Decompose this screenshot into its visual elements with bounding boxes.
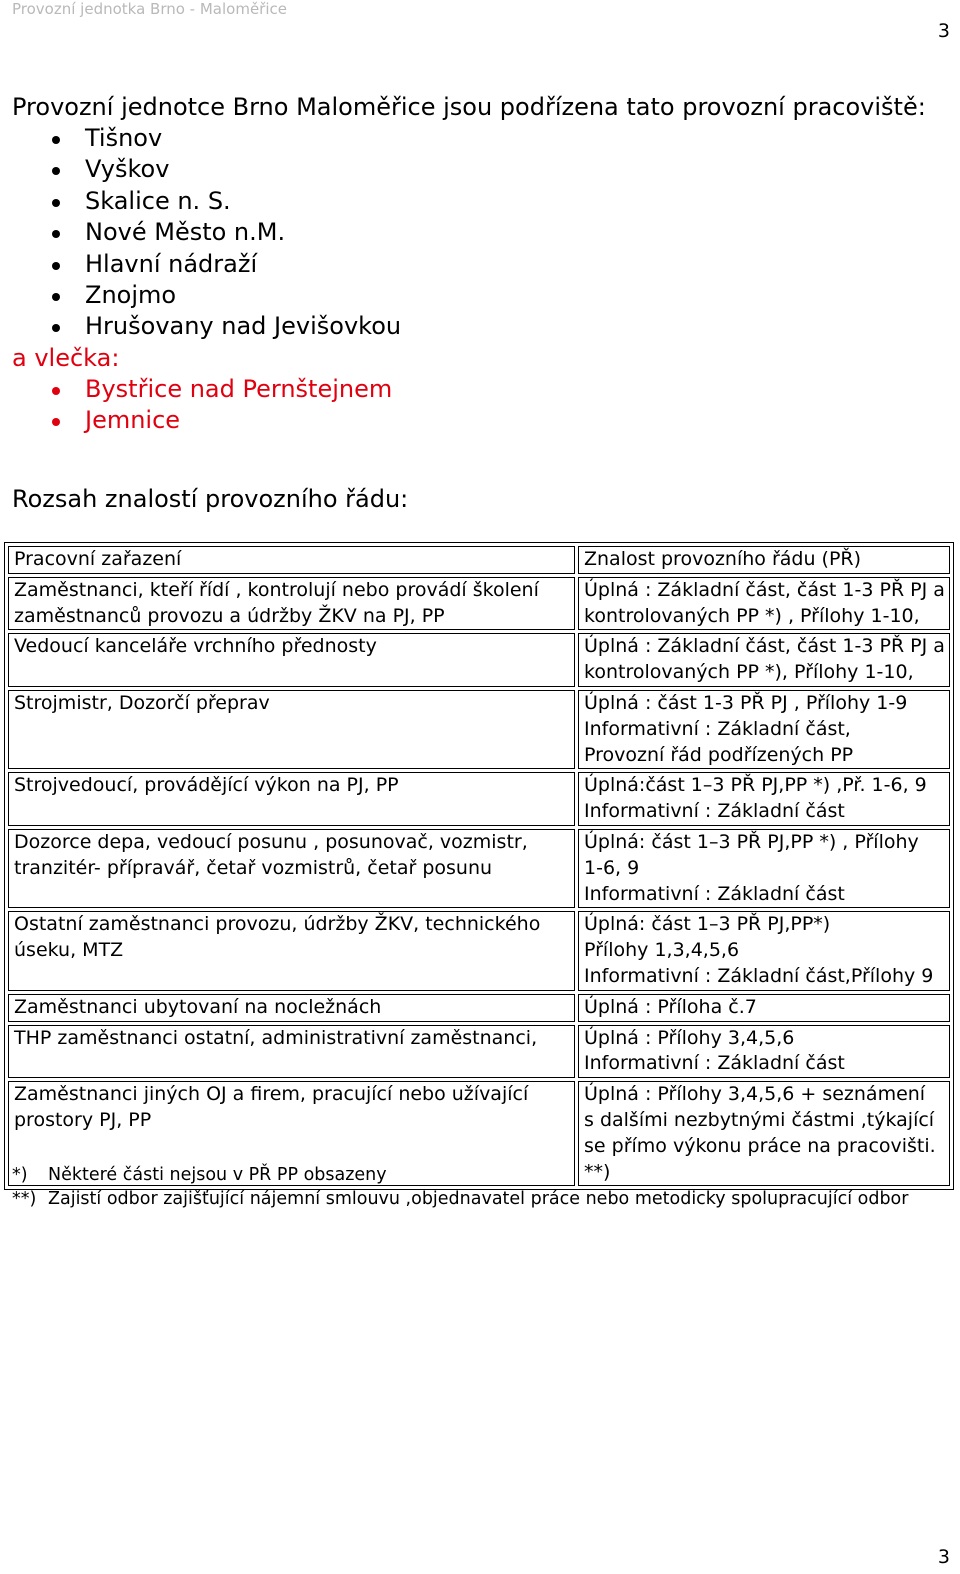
knowledge-cell — [578, 994, 950, 1022]
cell-line: Zaměstnanci ubytovaní na nocležnách — [14, 995, 382, 1018]
list-item — [12, 186, 952, 217]
knowledge-cell — [578, 1025, 950, 1079]
table-row — [8, 829, 950, 908]
cell-line: Ostatní zaměstnanci provozu, údržby ŽKV, technického — [14, 913, 541, 936]
bullet-icon — [52, 199, 60, 207]
bullet-icon — [52, 262, 60, 270]
list-item — [12, 280, 952, 311]
cell-line: Informativní : Základní část — [584, 800, 845, 823]
knowledge-cell — [578, 772, 950, 826]
list-item-label: Vyškov — [85, 155, 170, 184]
list-item — [12, 217, 952, 248]
table-row — [8, 633, 950, 687]
footnotes — [12, 1163, 908, 1211]
list-item-label: Znojmo — [85, 280, 177, 309]
table-row — [8, 577, 950, 631]
cell-line: Úplná : Základní část, část 1-3 PŘ PJ a — [584, 578, 945, 601]
cell-line: Úplná : Základní část, část 1-3 PŘ PJ a — [584, 635, 945, 658]
bullet-icon — [52, 387, 60, 395]
page-number-top: 3 — [937, 20, 950, 42]
bullet-icon — [52, 136, 60, 144]
cell-line: kontrolovaných PP *) , Přílohy 1-10, — [584, 604, 920, 627]
role-cell — [8, 577, 575, 631]
list-item-label: Jemnice — [85, 406, 181, 435]
table-row — [8, 1025, 950, 1079]
role-cell — [8, 829, 575, 908]
intro-section — [12, 92, 952, 437]
table-row — [8, 911, 950, 990]
cell-line: Úplná: část 1–3 PŘ PJ,PP *) , Přílohy — [584, 830, 919, 853]
knowledge-cell — [578, 577, 950, 631]
footnote-text: Některé části nejsou v PŘ PP obsazeny — [48, 1165, 387, 1185]
cell-line: Informativní : Základní část — [584, 882, 845, 905]
bullet-icon — [52, 418, 60, 426]
siding-list — [12, 374, 952, 437]
cell-line: Úplná : část 1-3 PŘ PJ , Přílohy 1-9 — [584, 691, 908, 714]
footnote-text: Zajistí odbor zajišťující nájemní smlouvu ,objednavatel práce nebo metodicky spolupracující odbor — [48, 1189, 909, 1209]
list-item-label: Skalice n. S. — [85, 186, 231, 215]
list-item-label: Tišnov — [85, 124, 163, 152]
knowledge-cell — [578, 911, 950, 990]
cell-line: Informativní : Základní část, — [584, 717, 851, 740]
role-cell — [8, 690, 575, 769]
footnote-mark: **) — [12, 1189, 37, 1209]
knowledge-cell — [578, 633, 950, 687]
cell-line: Úplná : Přílohy 3,4,5,6 — [584, 1026, 795, 1049]
role-cell — [8, 994, 575, 1022]
header-role: Pracovní zařazení — [8, 546, 575, 574]
list-item-label: Nové Město n.M. — [85, 218, 286, 247]
section-title: Rozsah znalostí provozního řádu: — [12, 485, 409, 513]
cell-line: Informativní : Základní část,Přílohy 9 — [584, 964, 934, 987]
list-item — [12, 405, 952, 436]
list-item — [12, 123, 952, 154]
table-row — [8, 994, 950, 1022]
cell-line: prostory PJ, PP — [14, 1108, 152, 1131]
role-cell — [8, 772, 575, 826]
list-item-label: Hlavní nádraží — [85, 249, 258, 278]
role-cell — [8, 633, 575, 687]
bullet-icon — [52, 324, 60, 332]
list-item — [12, 374, 952, 405]
cell-line: Vedoucí kanceláře vrchního přednosty — [14, 635, 377, 658]
cell-line: s dalšími nezbytnými částmi ,týkající — [584, 1108, 935, 1131]
cell-line: Úplná : Příloha č.7 — [584, 995, 757, 1018]
list-item-label: Bystřice nad Pernštejnem — [85, 374, 393, 403]
role-cell — [8, 1025, 575, 1079]
list-item — [12, 249, 952, 280]
cell-line: **) — [584, 1160, 611, 1183]
cell-line: zaměstnanců provozu a údržby ŽKV na PJ, PP — [14, 604, 445, 627]
cell-line: Zaměstnanci, kteří řídí , kontrolují nebo provádí školení — [14, 578, 539, 601]
workplace-list — [12, 123, 952, 343]
table-row — [8, 690, 950, 769]
knowledge-cell — [578, 829, 950, 908]
cell-line: se přímo výkonu práce na pracovišti. — [584, 1134, 936, 1157]
cell-line: Informativní : Základní část — [584, 1052, 845, 1075]
cell-line: Strojvedoucí, provádějící výkon na PJ, PP — [14, 774, 399, 797]
cell-line: kontrolovaných PP *), Přílohy 1-10, — [584, 661, 914, 684]
cell-line: Úplná : Přílohy 3,4,5,6 + seznámení — [584, 1083, 926, 1106]
table-header-row — [8, 546, 950, 574]
bullet-icon — [52, 167, 60, 175]
cell-line: Strojmistr, Dozorčí přeprav — [14, 691, 270, 714]
cell-line: Zaměstnanci jiných OJ a firem, pracující nebo užívající — [14, 1083, 529, 1106]
header-knowledge: Znalost provozního řádu (PŘ) — [578, 546, 950, 574]
cell-line: úseku, MTZ — [14, 939, 124, 962]
footnote — [12, 1187, 908, 1211]
list-item-label: Hrušovany nad Jevišovkou — [85, 312, 402, 341]
page-number-bottom: 3 — [937, 1546, 950, 1568]
siding-lead: a vlečka: — [12, 343, 120, 372]
footnote — [12, 1163, 908, 1187]
cell-line: Provozní řád podřízených PP — [584, 743, 854, 766]
cell-line: tranzitér- přípravář, četař vozmistrů, četař posunu — [14, 856, 493, 879]
list-item — [12, 154, 952, 185]
footnote-mark: *) — [12, 1165, 28, 1185]
list-item — [12, 311, 952, 342]
bullet-icon — [52, 230, 60, 238]
cell-line: Úplná: část 1–3 PŘ PJ,PP*) — [584, 913, 831, 936]
bullet-icon — [52, 293, 60, 301]
intro-lead: Provozní jednotce Brno Maloměřice jsou podřízena tato provozní pracoviště: — [12, 93, 926, 121]
cell-line: THP zaměstnanci ostatní, administrativní zaměstnanci, — [14, 1026, 538, 1049]
cell-line: Dozorce depa, vedoucí posunu , posunovač, vozmistr, — [14, 830, 528, 853]
knowledge-table — [4, 542, 954, 1190]
cell-line: Přílohy 1,3,4,5,6 — [584, 939, 740, 962]
running-header: Provozní jednotka Brno - Maloměřice — [12, 0, 287, 18]
knowledge-cell — [578, 690, 950, 769]
cell-line: 1-6, 9 — [584, 856, 640, 879]
role-cell — [8, 911, 575, 990]
table-row — [8, 772, 950, 826]
cell-line: Úplná:část 1–3 PŘ PJ,PP *) ,Př. 1-6, 9 — [584, 774, 927, 797]
